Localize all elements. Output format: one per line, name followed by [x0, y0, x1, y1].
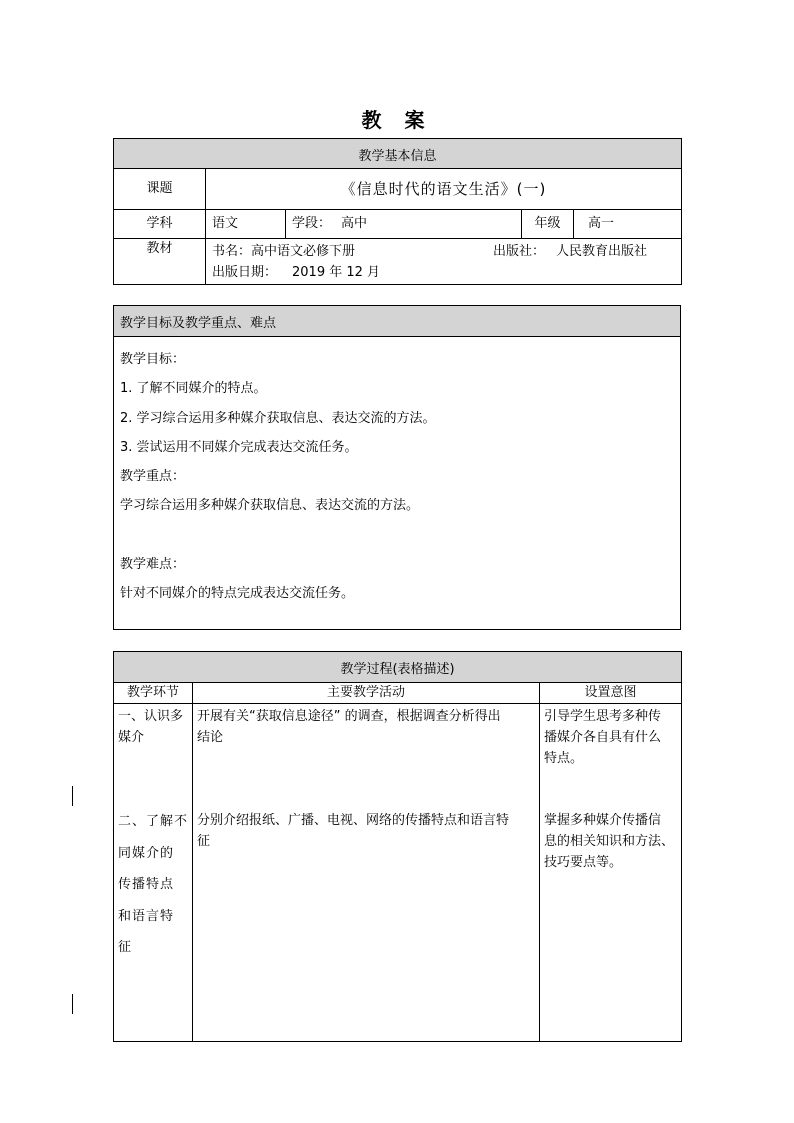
basic-info-table — [113, 138, 682, 285]
column-header-stage: 教学环节 — [114, 683, 193, 704]
stage-value: 高中 — [341, 216, 368, 231]
material-label: 教材 — [114, 239, 206, 285]
publish-date-label: 出版日期： — [212, 265, 278, 280]
difficulty-text: 针对不同媒介的特点完成表达交流任务。 — [120, 586, 355, 602]
basic-info-header: 教学基本信息 — [114, 139, 682, 169]
stage-column — [114, 704, 193, 1042]
focus-text: 学习综合运用多种媒介获取信息、表达交流的方法。 — [120, 498, 420, 514]
subject-label: 学科 — [114, 210, 206, 239]
stage-1: 一、认识多 媒介 — [118, 709, 184, 745]
activity-2: 分别介绍报纸、广播、电视、网络的传播特点和语言特 征 — [197, 813, 510, 849]
focus-label: 教学重点： — [120, 469, 186, 485]
publisher-value: 人民教育出版社 — [556, 244, 648, 259]
page-title: 教 案 — [361, 108, 433, 132]
intent-1: 引导学生思考多种传 播媒介各自具有什么 特点。 — [544, 709, 662, 766]
topic-value: 《信息时代的语文生活》(一) — [206, 169, 682, 210]
objectives-header: 教学目标及教学重点、难点 — [114, 306, 681, 337]
intent-column — [540, 704, 682, 1042]
activity-1: 开展有关“获取信息途径” 的调查，根据调查分析得出 结论 — [197, 709, 501, 745]
subject-value: 语文 — [206, 210, 286, 239]
topic-label: 课题 — [114, 169, 206, 210]
margin-marker — [72, 994, 73, 1014]
objectives-body — [114, 337, 681, 630]
column-header-intent: 设置意图 — [540, 683, 682, 704]
goals-label: 教学目标： — [120, 352, 186, 367]
intent-2: 掌握多种媒介传播信 息的相关知识和方法、 技巧要点等。 — [544, 813, 675, 870]
activity-column — [193, 704, 540, 1042]
column-header-activity: 主要教学活动 — [193, 683, 540, 704]
grade-value: 高一 — [574, 210, 682, 239]
material-cell — [206, 239, 682, 285]
stage-2: 二、了解不 同媒介的 传播特点 和语言特 征 — [118, 814, 189, 955]
process-header: 教学过程(表格描述) — [114, 652, 682, 683]
difficulty-label: 教学难点： — [120, 557, 186, 573]
goal-item: 2. 学习综合运用多种媒介获取信息、表达交流的方法。 — [120, 410, 436, 426]
book-name: 书名：高中语文必修下册 — [212, 244, 356, 259]
stage-label: 学段： — [292, 216, 332, 231]
process-table — [113, 651, 682, 1042]
goal-item: 1. 了解不同媒介的特点。 — [120, 381, 267, 397]
publisher-label: 出版社： — [493, 244, 546, 259]
publish-date-value: 2019 年 12 月 — [292, 265, 381, 280]
goal-item: 3. 尝试运用不同媒介完成表达交流任务。 — [120, 439, 358, 455]
grade-label: 年级 — [522, 210, 574, 239]
objectives-table — [113, 305, 681, 630]
margin-marker — [72, 786, 73, 806]
stage-cell — [286, 210, 522, 239]
